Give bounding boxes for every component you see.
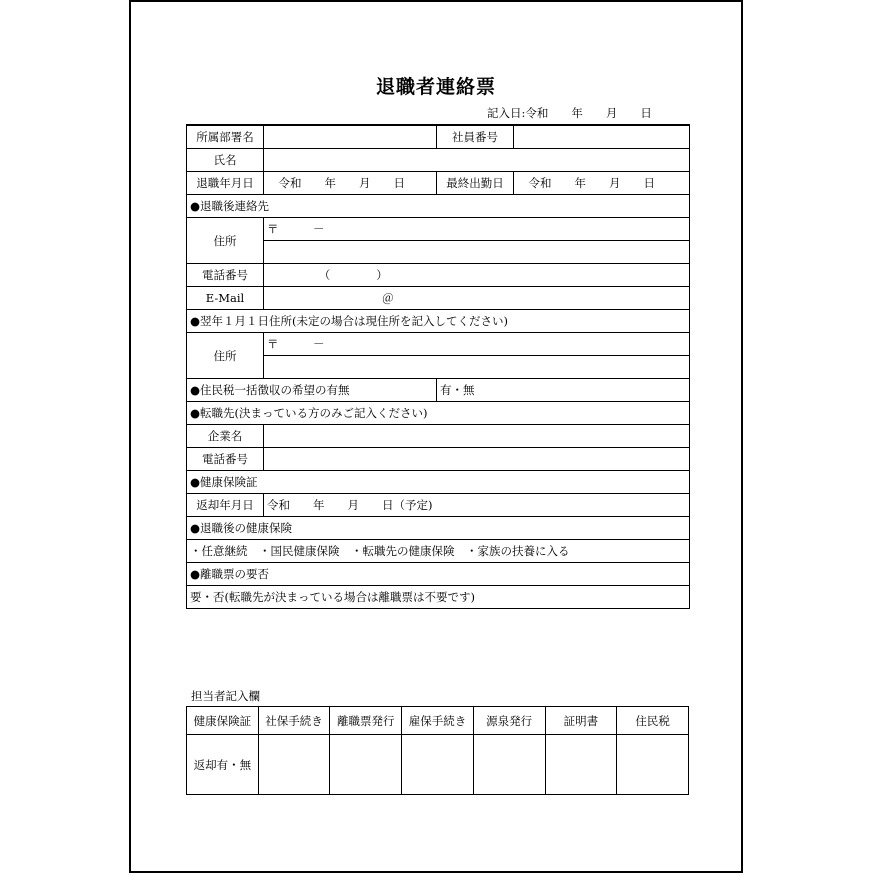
address-postal-field[interactable]: 〒 －: [264, 218, 690, 241]
company-field[interactable]: [264, 425, 690, 448]
retire-date-field[interactable]: 令和 年 月 日: [264, 172, 437, 195]
staff-header: 源泉発行: [473, 707, 545, 735]
address-label: 住所: [187, 218, 264, 264]
dept-label: 所属部署名: [187, 125, 264, 149]
last-workday-label: 最終出勤日: [437, 172, 514, 195]
staff-header: 住民税: [617, 707, 689, 735]
health-insurance-options[interactable]: ・任意継続 ・国民健康保険 ・転職先の健康保険 ・家族の扶養に入る: [187, 540, 690, 563]
email-label: E-Mail: [187, 287, 264, 310]
name-field[interactable]: [264, 149, 690, 172]
insurance-card-return-cell[interactable]: 返却有・無: [187, 735, 259, 795]
jan1-postal-field[interactable]: 〒 －: [264, 333, 690, 356]
staff-header: 雇保手続き: [402, 707, 474, 735]
staff-cell[interactable]: [402, 735, 474, 795]
staff-cell[interactable]: [545, 735, 617, 795]
address-line-field[interactable]: [264, 241, 690, 264]
separation-notice-choice[interactable]: 要・否(転職先が決まっている場合は離職票は不要です): [187, 586, 690, 609]
employee-number-label: 社員番号: [437, 125, 514, 149]
staff-entry-table: [186, 706, 689, 795]
return-date-field[interactable]: 令和 年 月 日（予定): [264, 494, 690, 517]
staff-header: 証明書: [545, 707, 617, 735]
staff-header: 離職票発行: [330, 707, 402, 735]
jan1-address-line-field[interactable]: [264, 356, 690, 379]
jan1-address-label: 住所: [187, 333, 264, 379]
company-label: 企業名: [187, 425, 264, 448]
company-phone-field[interactable]: [264, 448, 690, 471]
page-title: 退職者連絡票: [375, 76, 496, 98]
retiree-form-table: [186, 124, 690, 609]
phone-label: 電話番号: [187, 264, 264, 287]
return-date-label: 返却年月日: [187, 494, 264, 517]
resident-tax-label: ●住民税一括徴収の希望の有無: [187, 379, 437, 402]
staff-section-title: 担当者記入欄: [191, 689, 260, 703]
staff-header: 健康保険証: [187, 707, 259, 735]
staff-cell[interactable]: [258, 735, 330, 795]
staff-cell[interactable]: [330, 735, 402, 795]
staff-header: 社保手続き: [258, 707, 330, 735]
employee-number-field[interactable]: [514, 125, 690, 149]
health-insurance-section-heading: ●退職後の健康保険: [187, 517, 690, 540]
new-job-section-heading: ●転職先(決まっている方のみご記入ください): [187, 402, 690, 425]
last-workday-field[interactable]: 令和 年 月 日: [514, 172, 690, 195]
jan1-address-section-heading: ●翌年１月１日住所(未定の場合は現住所を記入してください): [187, 310, 690, 333]
resident-tax-choice[interactable]: 有・無: [437, 379, 690, 402]
name-label: 氏名: [187, 149, 264, 172]
company-phone-label: 電話番号: [187, 448, 264, 471]
staff-cell[interactable]: [617, 735, 689, 795]
entry-date: 記入日:令和 年 月 日: [487, 106, 652, 120]
separation-notice-section-heading: ●離職票の要否: [187, 563, 690, 586]
retire-date-label: 退職年月日: [187, 172, 264, 195]
contact-section-heading: ●退職後連絡先: [187, 195, 690, 218]
phone-field[interactable]: （ ）: [264, 264, 690, 287]
email-field[interactable]: ＠: [264, 287, 690, 310]
insurance-card-section-heading: ●健康保険証: [187, 471, 690, 494]
dept-field[interactable]: [264, 125, 437, 149]
staff-cell[interactable]: [473, 735, 545, 795]
